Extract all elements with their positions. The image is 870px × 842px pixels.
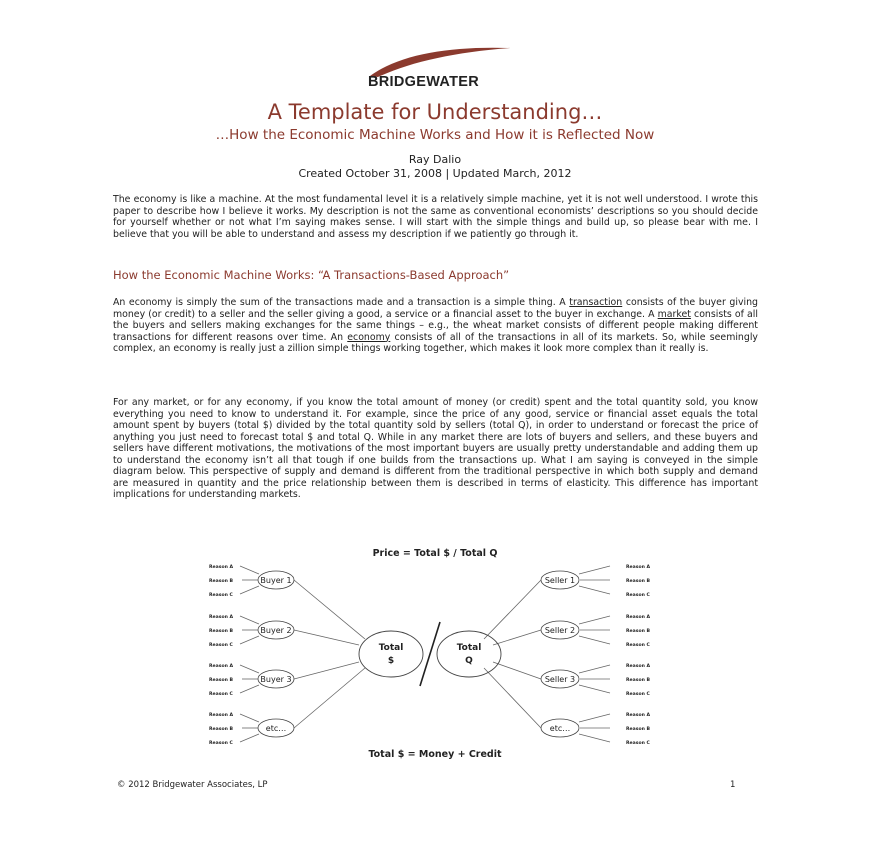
connector-line <box>579 586 610 594</box>
seller-label: Seller 1 <box>544 576 576 585</box>
document-title: A Template for Understanding… <box>267 100 603 124</box>
reason-label: Reason C <box>209 692 233 697</box>
buyer-reasons <box>209 564 234 746</box>
buyer-label: Buyer 3 <box>260 675 292 684</box>
reason-label: Reason A <box>209 615 234 620</box>
reason-label: Reason C <box>626 741 650 746</box>
seller-nodes <box>541 571 579 737</box>
term-market: market <box>657 308 691 320</box>
text-span: An economy is simply the sum of the transactions made and a transaction is a simple thing. A <box>113 297 570 308</box>
reason-label: Reason A <box>209 664 234 669</box>
buyer-label: Buyer 1 <box>260 576 292 585</box>
total-dollars-label-line1: Total <box>378 643 404 653</box>
page-number: 1 <box>730 780 736 790</box>
seller-label: Seller 3 <box>544 675 576 684</box>
footer-copyright: © 2012 Bridgewater Associates, LP <box>117 780 268 790</box>
reason-label: Reason C <box>626 643 650 648</box>
transactions-paragraph <box>113 297 758 355</box>
reason-label: Reason B <box>626 579 651 584</box>
connector-line <box>579 714 610 722</box>
connector-line <box>484 668 541 728</box>
logo-swoosh-icon <box>360 44 520 78</box>
connector-line <box>579 616 610 624</box>
term-economy: economy <box>347 331 391 343</box>
connector-line <box>240 734 259 742</box>
connector-lines <box>240 566 610 742</box>
reason-label: Reason B <box>209 579 234 584</box>
connector-line <box>240 714 259 722</box>
reason-label: Reason B <box>626 678 651 683</box>
connector-line <box>579 685 610 693</box>
total-q-node <box>437 631 501 677</box>
reason-label: Reason C <box>626 692 650 697</box>
total-dollars-node <box>359 631 423 677</box>
connector-line <box>579 734 610 742</box>
connector-line <box>240 685 259 693</box>
buyer-nodes <box>258 571 294 737</box>
connector-line <box>579 636 610 644</box>
reason-label: Reason A <box>209 713 234 718</box>
logo-text: BRIDGEWATER <box>368 74 479 90</box>
total-q-label-line2: Q <box>465 656 473 666</box>
connector-line <box>493 630 541 645</box>
connector-line <box>240 586 259 594</box>
total-dollars-label-line2: $ <box>387 656 395 666</box>
document-dates: Created October 31, 2008 | Updated March, 2012 <box>298 167 572 180</box>
connector-line <box>294 662 359 679</box>
connector-line <box>240 636 259 644</box>
buyer-label: etc… <box>265 724 287 733</box>
reason-label: Reason A <box>626 615 651 620</box>
text-span: consists of the buyer giving money (or credit) to a seller and the seller giving a good, a service or a financial asset to the buyer in exchange. A <box>113 297 758 320</box>
reason-label: Reason C <box>209 643 233 648</box>
connector-line <box>579 566 610 574</box>
diagram-top-label: Price = Total $ / Total Q <box>372 548 498 559</box>
section-heading: How the Economic Machine Works: “A Transactions-Based Approach” <box>113 268 510 282</box>
market-paragraph: For any market, or for any economy, if you know the total amount of money (or credit) spent and the total quantity sold, you know everything you need to know to understand it. For example, since the price of any good, service or financial asset equals the total amount spent by buyers (total $) divided by the total quantity sold by sellers (total Q), in order to understand or forecast the price of anything you just need to forecast total $ and total Q. While in any market there are lots of buyers and sellers, and these buyers and sellers have different motivations, the motivations of the most important buyers are usually pretty understandable and adding them up to understand the economy isn’t all that tough if one builds from the transactions up. What I am saying is conveyed in the simple diagram below. This perspective of supply and demand is different from the traditional perspective in which both supply and demand are measured in quantity and the price relationship between them is described in terms of elasticity. This difference has important implications for understanding markets. <box>113 397 758 500</box>
seller-reasons <box>626 564 651 746</box>
reason-label: Reason A <box>626 664 651 669</box>
text-span: consists of all of the transactions in all of its markets. So, while seemingly complex, an economy is really just a zillion simple things working together, which makes it look more complex than it really is. <box>113 331 758 354</box>
connector-line <box>294 630 359 645</box>
reason-label: Reason B <box>626 629 651 634</box>
connector-line <box>240 566 259 574</box>
reason-label: Reason B <box>209 727 234 732</box>
seller-label: Seller 2 <box>544 626 576 635</box>
reason-label: Reason C <box>209 593 233 598</box>
reason-label: Reason A <box>209 565 234 570</box>
connector-line <box>240 616 259 624</box>
bridgewater-logo <box>360 44 520 92</box>
connector-line <box>294 668 365 728</box>
reason-label: Reason B <box>626 727 651 732</box>
totals <box>359 622 501 686</box>
economic-machine-diagram <box>190 544 680 764</box>
reason-label: Reason B <box>209 678 234 683</box>
intro-paragraph: The economy is like a machine. At the most fundamental level it is a relatively simple machine, yet it is not well understood. I wrote this paper to describe how I believe it works. My description is not the same as conventional economists’ descriptions so you should decide for yourself whether or not what I’m saying makes sense. I will start with the simple things and build up, so please bear with me. I believe that you will be able to understand and assess my description if we patiently go through it. <box>113 194 758 240</box>
text-span: consists of all the buyers and sellers making exchanges for the same things – e.g., the wheat market consists of different people making different transactions for different reasons over time. An <box>113 308 758 343</box>
reason-label: Reason B <box>209 629 234 634</box>
reason-label: Reason C <box>626 593 650 598</box>
connector-line <box>294 580 365 639</box>
term-transaction: transaction <box>569 297 623 308</box>
document-subtitle: …How the Economic Machine Works and How it is Reflected Now <box>215 127 655 143</box>
total-q-label-line1: Total <box>456 643 482 653</box>
reason-label: Reason A <box>626 713 651 718</box>
connector-line <box>240 665 259 673</box>
diagram-bottom-label: Total $ = Money + Credit <box>368 749 502 760</box>
connector-line <box>484 580 541 639</box>
connector-line <box>579 665 610 673</box>
connector-line <box>493 662 541 679</box>
seller-label: etc… <box>549 724 571 733</box>
reason-label: Reason C <box>209 741 233 746</box>
author-name: Ray Dalio <box>408 153 462 166</box>
buyer-label: Buyer 2 <box>260 626 292 635</box>
reason-label: Reason A <box>626 565 651 570</box>
